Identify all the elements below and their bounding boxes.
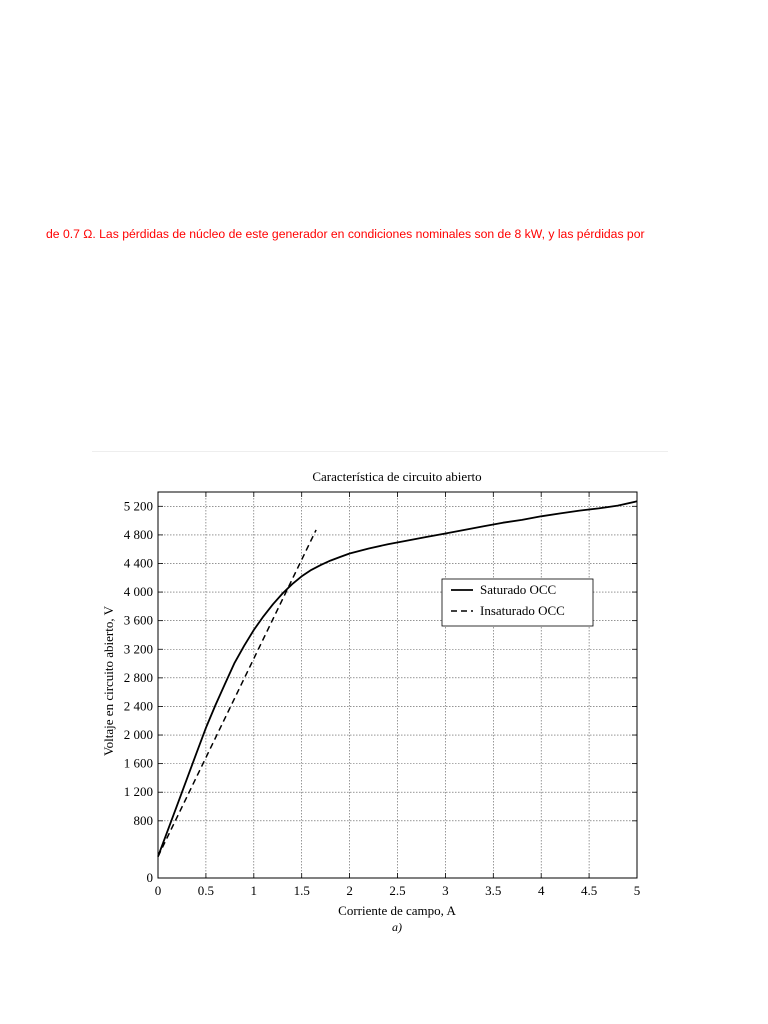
y-tick-label: 4 000 [123, 584, 153, 600]
y-tick-label: 3 200 [123, 641, 153, 657]
y-tick-label: 3 600 [123, 612, 153, 628]
legend-label-insaturado: Insaturado OCC [480, 603, 565, 618]
y-tick-label: 1 200 [123, 784, 153, 800]
y-tick-label: 2 800 [123, 669, 153, 685]
x-tick-label: 0 [154, 883, 162, 898]
x-tick-label: 1.5 [293, 883, 310, 898]
x-tick-label: 3.5 [485, 883, 502, 898]
y-axis-label: Voltaje en circuito abierto, V [101, 605, 116, 757]
x-axis-label: Corriente de campo, A [338, 903, 456, 918]
y-tick-label: 4 400 [123, 555, 153, 571]
y-tick-label: 1 600 [123, 755, 153, 771]
chart-title: Característica de circuito abierto [312, 469, 482, 484]
x-tick-label: 0.5 [197, 883, 215, 898]
series-line-insaturado [158, 530, 316, 857]
x-tick-label: 4.5 [580, 883, 598, 898]
y-tick-label: 0 [146, 870, 153, 885]
grid-lines [158, 492, 637, 878]
x-tick-label: 3 [442, 883, 449, 898]
axis-ticks [124, 492, 641, 898]
x-tick-label: 2.5 [389, 883, 406, 898]
y-tick-label: 800 [133, 812, 153, 828]
x-tick-label: 5 [633, 883, 641, 898]
legend-label-saturado: Saturado OCC [480, 582, 557, 597]
document-text-line: de 0.7 Ω. Las pérdidas de núcleo de este generador en condiciones nominales son de 8 kW, y las pérdidas por [46, 227, 645, 241]
legend [442, 579, 593, 626]
x-tick-label: 1 [250, 883, 258, 898]
y-tick-label: 5 200 [123, 498, 153, 514]
figure-caption: a) [392, 920, 402, 934]
y-tick-label: 2 400 [123, 698, 153, 714]
x-tick-label: 4 [537, 883, 545, 898]
y-tick-label: 4 800 [123, 526, 153, 542]
y-tick-label: 2 000 [123, 727, 153, 743]
x-tick-label: 2 [346, 883, 353, 898]
